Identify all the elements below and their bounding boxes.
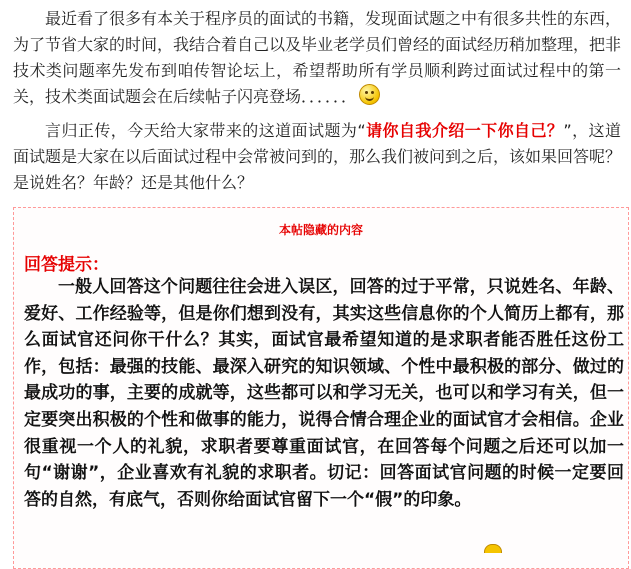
question-highlight: 请你自我介绍一下你自己？ xyxy=(365,121,564,140)
answer-hint-label: 回答提示： xyxy=(24,255,109,275)
emoji-icon xyxy=(484,544,502,553)
intro-text-2b: ”，这道面试题是大家在以后面试过程中会常被问到的，那么我们被问到之后，该如果回答呢？是说姓名？年龄？还是其他什么？ xyxy=(13,121,622,192)
hidden-content-title: 本帖隐藏的内容 xyxy=(278,223,363,237)
intro-paragraph-1 xyxy=(13,6,621,110)
hidden-content-box xyxy=(13,207,629,569)
answer-text: 一般人回答这个问题往往会进入误区，回答的过于平常，只说姓名、年龄、爱好、工作经验等，但是你们想到没有，其实这些信息你的个人简历上都有，那么面试官还问你干什么？其实，面试官最希望知道的是求职者能否胜任这份工作，包括：最强的技能、最深入研究的知识领域、个性中最积极的部分、做过的最成功的事，主要的成就等，这些都可以和学习无关，也可以和学习有关，但一定要突出积极的个性和做事的能力，说得合情合理企业的面试官才会相信。企业很重视一个人的礼貌，求职者要尊重面试官，在回答每个问题之后还可以加一句“谢谢”，企业喜欢有礼貌的求职者。切记：回答面试官问题的时候一定要回答的自然，有底气，否则你给面试官留下一个“假”的印象。 xyxy=(24,277,624,510)
intro-text-1: 最近看了很多有本关于程序员的面试的书籍，发现面试题之中有很多共性的东西，为了节省大家的时间，我结合着自己以及毕业老学员们曾经的面试经历稍加整理，把非技术类问题率先发布到咱传智论坛上，希望帮助所有学员顺利跨过面试过程中的第一关，技术类面试题会在后续帖子闪亮登场．．．．．． xyxy=(13,9,622,106)
intro-text-2a: 言归正传，今天给大家带来的这道面试题为“ xyxy=(45,121,366,140)
intro-paragraph-2 xyxy=(13,118,621,196)
smile-icon xyxy=(359,84,380,105)
